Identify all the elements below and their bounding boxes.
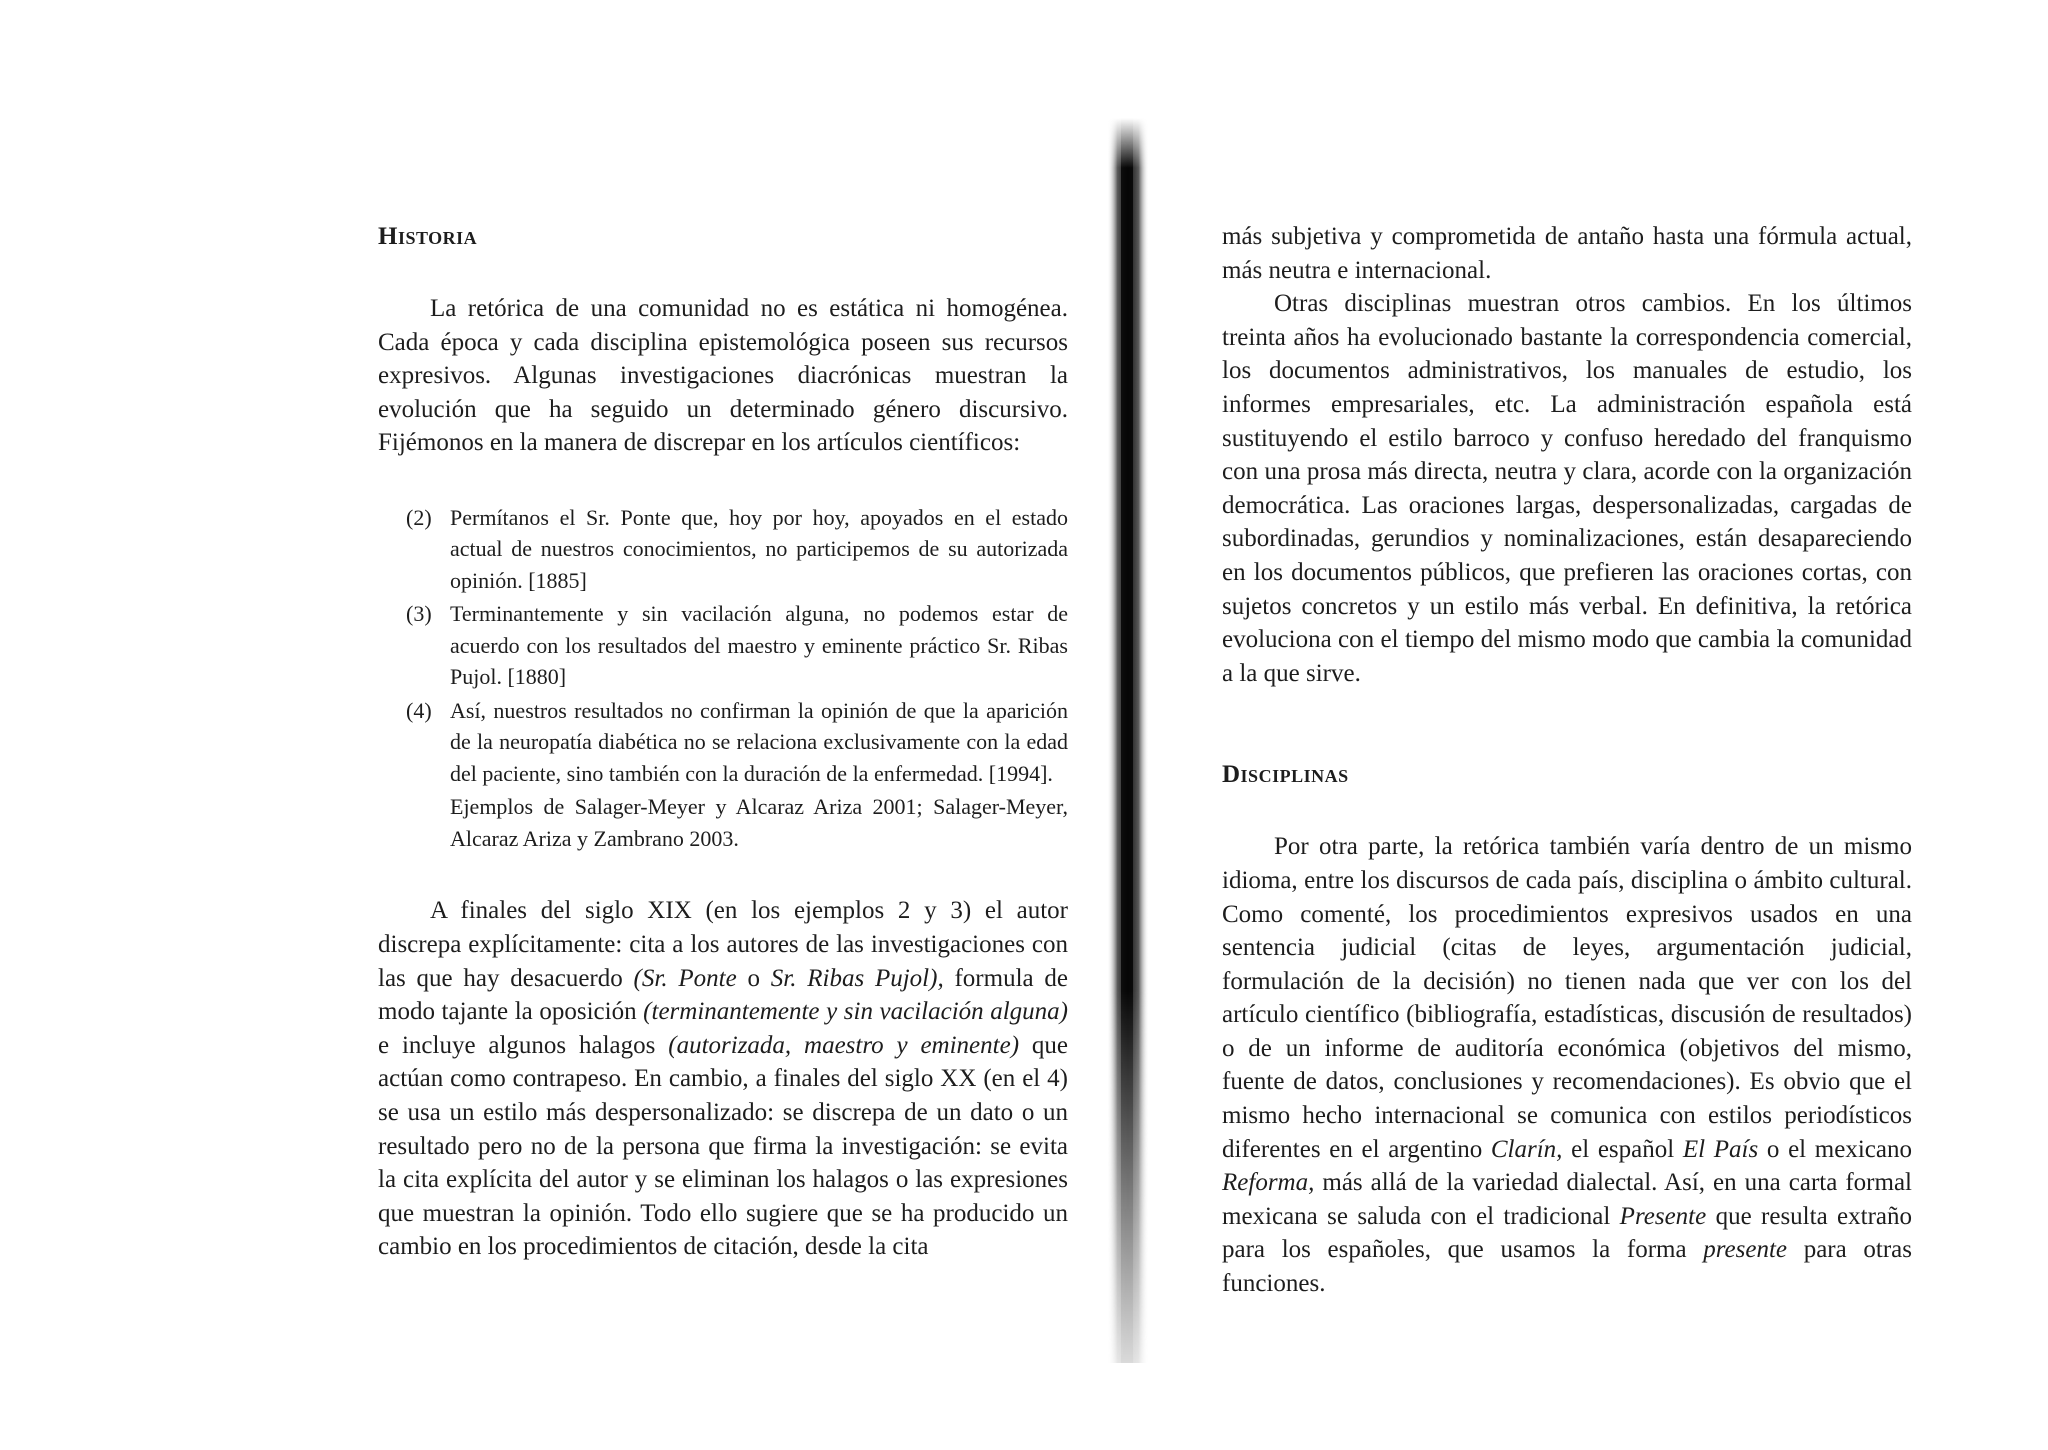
text-run: e incluye algunos halagos (378, 1031, 669, 1059)
section-heading-historia: Historia (378, 223, 478, 250)
text-run: para otras funciones. (1222, 1236, 1912, 1298)
paragraph-continuation: más subjetiva y comprometida de antaño hasta una fórmula actual, más neutra e internacional. (1222, 223, 1912, 284)
examples-list (378, 502, 1068, 855)
paragraph-analysis (378, 894, 1068, 1264)
example-text: Así, nuestros resultados no confirman la opinión de que la aparición de la neuropatía diabética no se relaciona exclusivamente con la edad del paciente, sino también con la duración de la enfermedad. [1994]. (450, 697, 1068, 786)
text-run: que actúan como contrapeso. En cambio, a finales del siglo XX (en el 4) se usa un estilo más despersonalizado: se discrepa de un dato o un resultado pero no de la persona que firma la investigación: se evita la cita explícita del autor y se eliminan los halagos o las expresiones que muestran la opinión. Todo ello sugiere que se ha producido un cambio en los procedimientos de citación, desde la cita (378, 1031, 1068, 1261)
section-heading-disciplinas: Disciplinas (1222, 761, 1349, 789)
italic-run: (terminantemente y sin vacilación alguna) (643, 998, 1068, 1026)
example-text: Permítanos el Sr. Ponte que, hoy por hoy, apoyados en el estado actual de nuestros conocimientos, no participemos de su autorizada opinión. [1885] (450, 504, 1068, 593)
examples-source-note: Ejemplos de Salager-Meyer y Alcaraz Ariza 2001; Salager-Meyer, Alcaraz Ariza y Zambrano 2003. (450, 794, 1068, 851)
paragraph-intro: La retórica de una comunidad no es estática ni homogénea. Cada época y cada disciplina epistemológica poseen sus recursos expresivos. Algunas investigaciones diacrónicas muestran la evolución que ha seguido un determinado género discursivo. Fijémonos en la manera de discrepar en los artículos científicos: (378, 295, 1068, 457)
text-run: el español (1562, 1135, 1683, 1163)
italic-run: Reforma, (1222, 1169, 1315, 1197)
left-page (378, 222, 1068, 1264)
text-run: o (736, 964, 771, 992)
italic-run: presente (1703, 1236, 1788, 1264)
heading-gap (378, 252, 1068, 292)
italic-run: (Sr. Ponte (633, 964, 737, 992)
gutter-shadow-graphic (1103, 118, 1153, 1363)
binding-gutter-shadow (1103, 118, 1153, 1363)
text-run: Por otra parte, la retórica también varía dentro de un mismo idioma, entre los discursos de cada país, disciplina o ámbito cultural. Como comenté, los procedimientos expresivos usados en una sentencia judicial (citas de leyes, argumentación judicial, formulación de la decisión) no tienen nada que ver con los del artículo científico (bibliografía, estadísticas, discusión de resultados) o de un informe de auditoría económica (objetivos del mismo, fuente de datos, conclusiones y recomendaciones). Es obvio que el mismo hecho internacional se comunica con estilos periodísticos diferentes en el argentino (1222, 833, 1912, 1163)
example-text: Terminantemente y sin vacilación alguna, no podemos estar de acuerdo con los resultados del maestro y eminente práctico Sr. Ribas Pujol. [1880] (450, 601, 1068, 690)
example-item (378, 598, 1068, 693)
example-number: (2) (406, 504, 432, 530)
heading-gap (1222, 790, 1912, 830)
text-run: A finales del siglo XIX (en los ejemplos 2 y 3) el autor discrepa explícitamente: cita a los autores de las investigaciones con las que hay desacuerdo (378, 897, 1068, 992)
italic-run: Clarín, (1490, 1135, 1563, 1163)
example-item (378, 502, 1068, 597)
text-run: más allá de la variedad dialectal. Así, en una carta formal mexicana se saluda con el tradicional (1222, 1169, 1912, 1230)
paragraph-other-disciplines: Otras disciplinas muestran otros cambios. En los últimos treinta años ha evolucionado bastante la correspondencia comercial, los documentos administrativos, los manuales de estudio, los informes empresariales, etc. La administración española está sustituyendo el estilo barroco y confuso heredado del franquismo con una prosa más directa, neutra y clara, acorde con la organización democrática. Las oraciones largas, despersonalizadas, cargadas de subordinadas, gerundios y nominalizaciones, están desapareciendo en los documentos públicos, que prefieren las oraciones cortas, con sujetos concretos y un estilo más verbal. En definitiva, la retórica evoluciona con el tiempo del mismo modo que cambia la comunidad a la que sirve. (1222, 290, 1912, 687)
text-run: o el mexicano (1758, 1135, 1912, 1163)
italic-run: Sr. Ribas Pujol), (770, 964, 944, 992)
example-number: (4) (406, 697, 432, 723)
right-page (1222, 220, 1912, 1301)
italic-run: Presente (1619, 1202, 1707, 1230)
paragraph-variation (1222, 830, 1912, 1300)
italic-run: El País (1682, 1135, 1759, 1163)
example-number: (3) (406, 601, 432, 627)
text-run: formula de modo tajante la oposición (378, 964, 1068, 1026)
example-item (378, 695, 1068, 790)
italic-run: (autorizada, maestro y eminente) (668, 1031, 1020, 1059)
section-gap (1222, 690, 1912, 760)
text-run: que resulta extraño para los españoles, que usamos la forma (1222, 1202, 1912, 1264)
